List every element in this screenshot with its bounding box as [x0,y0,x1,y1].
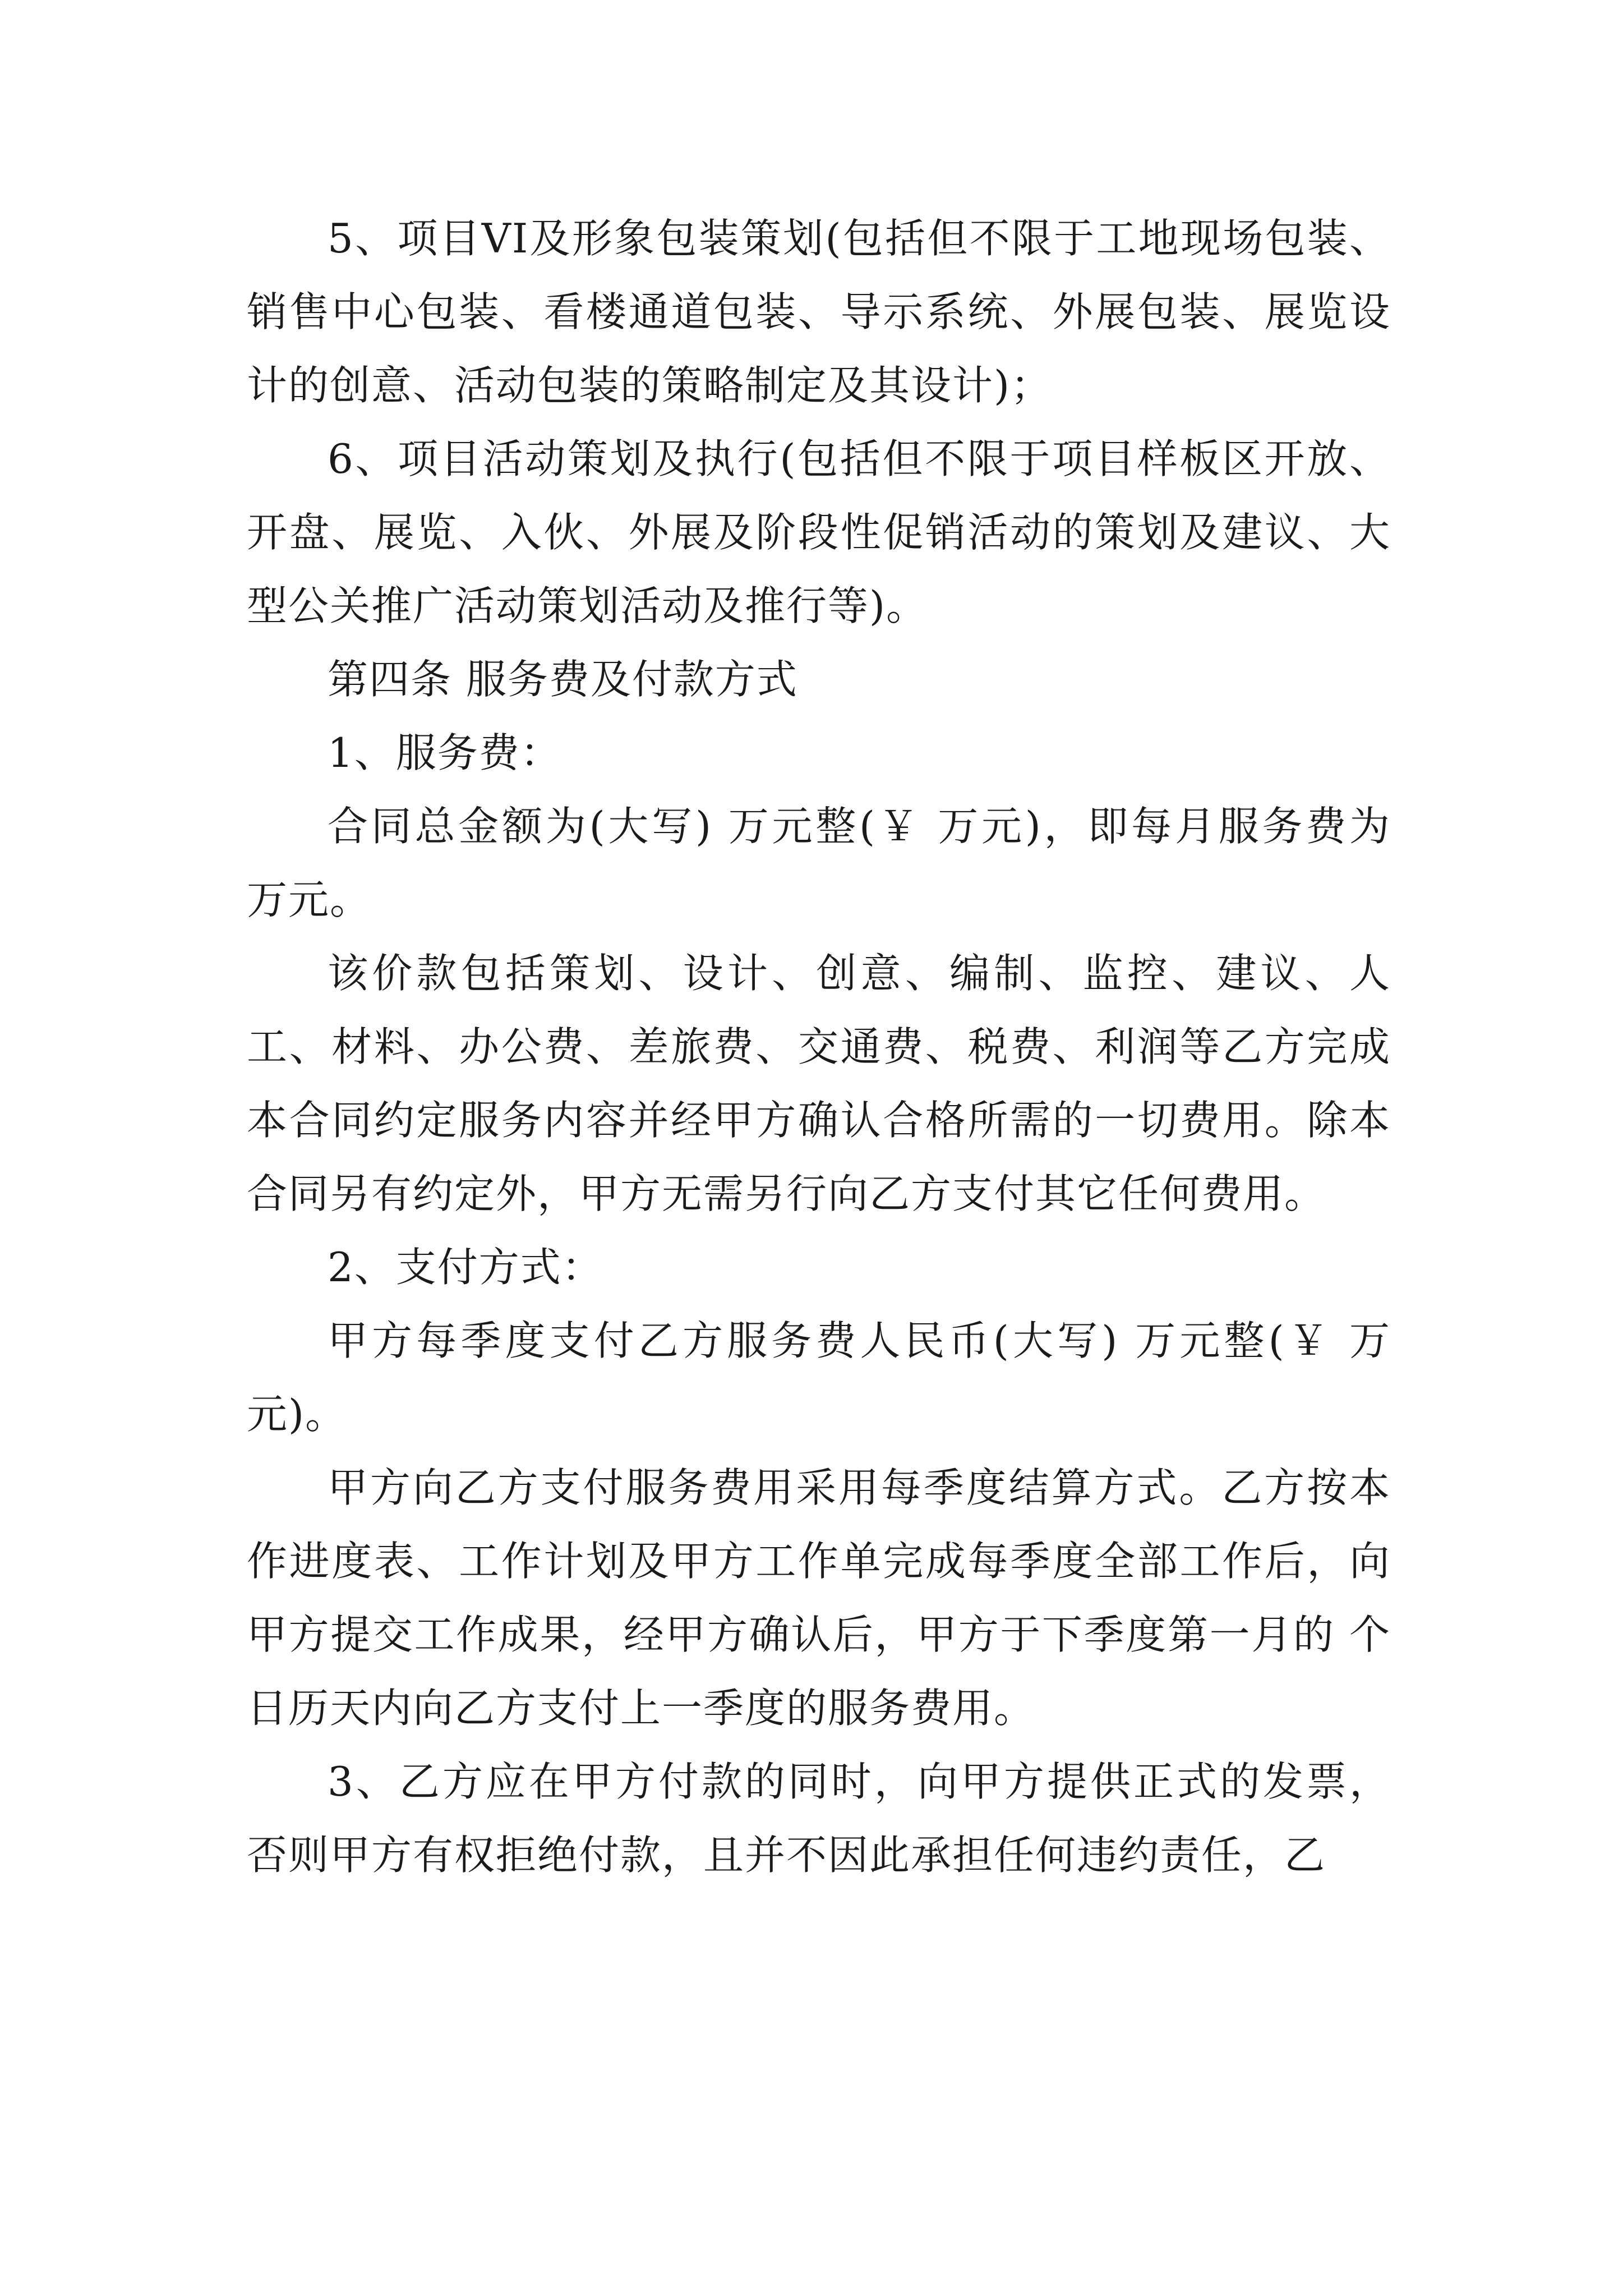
article-four-heading: 第四条 服务费及付款方式 [328,656,798,703]
quarterly-settlement-paragraph: 甲方向乙方支付服务费用采用每季度结算方式。乙方按本作进度表、工作计划及甲方工作单完成每季度全部工作后，向甲方提交工作成果，经甲方确认后，甲方于下季度第一月的 个日历天内向乙方支付上一季度的服务费用。 [247,1464,1391,1732]
service-fee-heading: 1、服务费： [328,729,562,776]
contract-total-amount: 合同总金额为(大写) 万元整(￥ 万元)，即每月服务费为 万元。 [247,803,1391,923]
payment-method-heading: 2、支付方式： [328,1244,603,1291]
invoice-clause-paragraph: 3、乙方应在甲方付款的同时，向甲方提供正式的发票，否则甲方有权拒绝付款，且并不因此承担任何违约责任，乙 [247,1758,1391,1879]
clause-item-6: 6、项目活动策划及执行(包括但不限于项目样板区开放、开盘、展览、入伙、外展及阶段性促销活动的策划及建议、大型公关推广活动策划活动及推行等)。 [247,435,1391,629]
quarterly-payment-amount: 甲方每季度支付乙方服务费人民币(大写) 万元整(￥ 万元)。 [247,1317,1391,1438]
fee-inclusion-paragraph: 该价款包括策划、设计、创意、编制、监控、建议、人工、材料、办公费、差旅费、交通费、税费、利润等乙方完成本合同约定服务内容并经甲方确认合格所需的一切费用。除本合同另有约定外，甲方无需另行向乙方支付其它任何费用。 [247,950,1391,1217]
document-page [247,202,1391,1892]
clause-item-5: 5、项目VI及形象包装策划(包括但不限于工地现场包装、销售中心包装、看楼通道包装、导示系统、外展包装、展览设计的创意、活动包装的策略制定及其设计)； [247,215,1391,409]
